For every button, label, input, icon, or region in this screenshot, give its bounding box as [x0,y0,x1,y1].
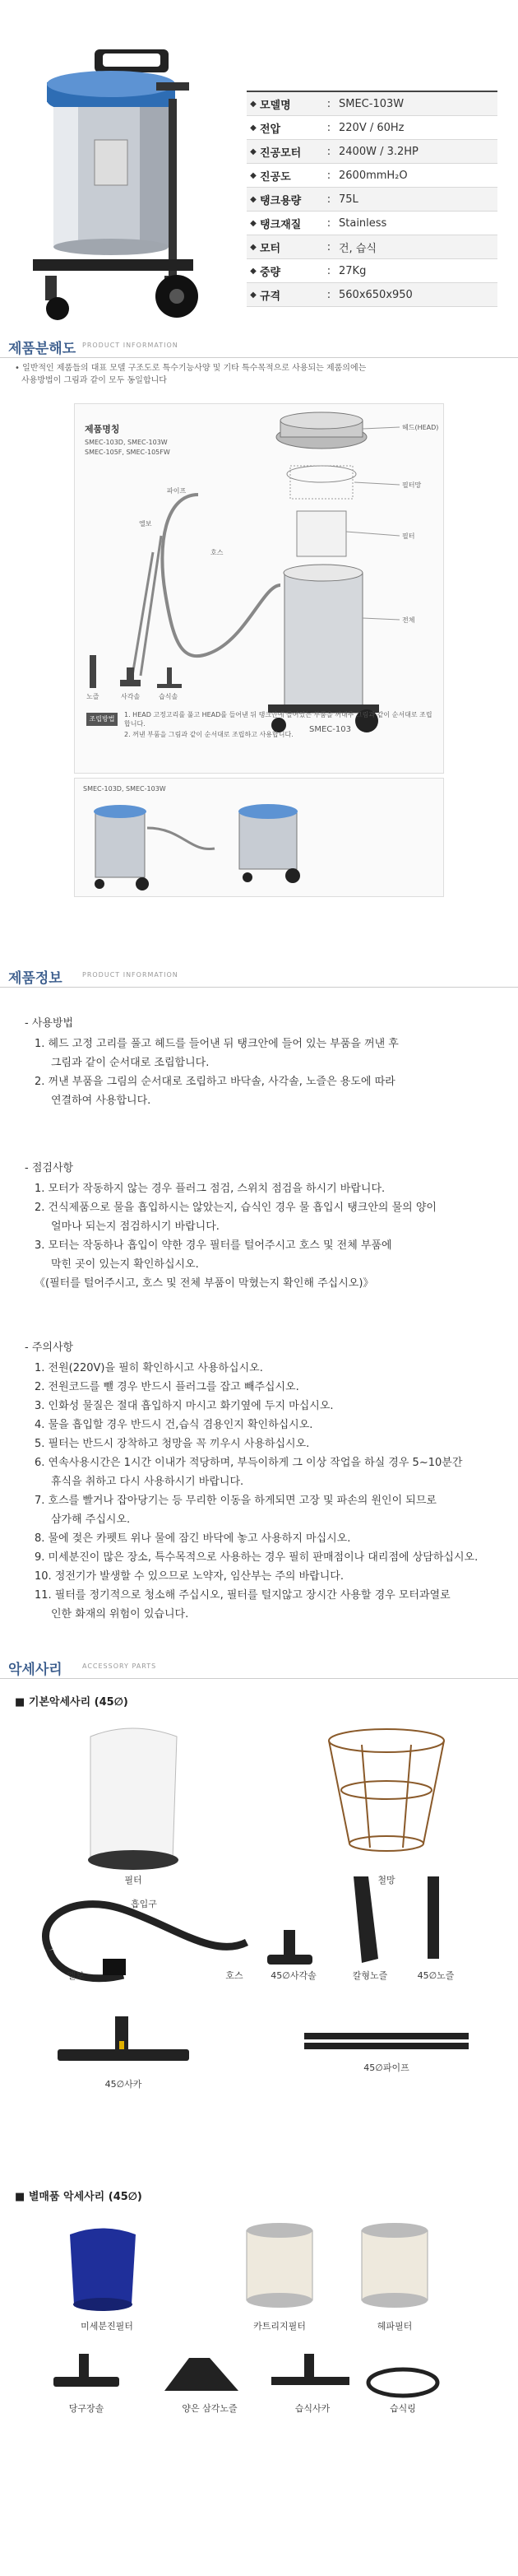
part-label: 엘보 [139,520,152,528]
basic-accessory-title: ■ 기본악세사리 (45∅) [15,1696,128,1709]
spec-row: ◆ 중량 : 27Kg [247,259,497,283]
usage-diagram [74,778,444,897]
assembly-step: 1. HEAD 고정고리를 풀고 HEAD를 들어낸 뒤 탱크안에 들어있는 부품을 꺼내주 그림과 같이 순서대로 조립합니다. [124,711,432,728]
check-line: 얼마나 되는지 점검하시기 바랍니다. [51,1221,220,1233]
assembly-label: 조립방법 [86,713,118,726]
caution-line: 인한 화재의 위험이 있습니다. [51,1608,189,1620]
accessory-label: 당구장솔 [68,2403,104,2414]
usage-drawing [75,779,445,898]
part-label: 습식솔 [159,693,178,700]
part-label: 필터 [402,532,415,540]
accessory-label: 필터 [124,1875,142,1886]
usage-line: 연결하여 사용합니다. [51,1095,151,1107]
part-label: 헤드(HEAD) [402,424,439,431]
exploded-diagram [74,403,444,774]
usage-line: 2. 꺼낸 부품을 그림의 순서대로 조립하고 바닥솔, 사각솔, 노즐은 용도에 따라 [35,1076,395,1088]
spec-row: ◆ 진공모터 : 2400W / 3.2HP [247,140,497,164]
accessory-label: 45∅파이프 [363,2062,409,2073]
caution-line: 6. 연속사용시간은 1시간 이내가 적당하며, 부득이하게 그 이상 작업을 하실 경우 5~10분간 [35,1457,463,1469]
part-label: 파이프 [167,487,187,495]
spec-row: ◆ 모터 : 건, 습식 [247,235,497,259]
check-line: 3. 모터는 작동하나 흡입이 약한 경우 필터를 털어주시고 호스 및 전체 부품에 [35,1239,392,1252]
caution-block [25,1338,478,1624]
section-title: 악세사리 [8,1662,62,1678]
caution-line: 1. 전원(220V)을 필히 확인하시고 사용하십시오. [35,1362,263,1374]
part-label: 필터망 [402,481,422,489]
exploded-section-header [0,333,518,358]
spec-row: ◆ 모델명 : SMEC-103W [247,92,497,116]
spec-row: ◆ 탱크용량 : 75L [247,188,497,212]
check-block [25,1159,437,1293]
accessory-label: 45∅노즐 [417,1970,455,1981]
section-subtitle: PRODUCT INFORMATION [82,342,178,349]
part-label: 호스 [210,549,224,556]
info-section-header [0,963,518,988]
caution-line: 삼가해 주십시오. [51,1514,131,1526]
caution-line: 4. 물을 흡입할 경우 반드시 건,습식 겸용인지 확인하십시오. [35,1419,313,1431]
product-overview [0,0,518,337]
accessory-label: 호스 [225,1970,243,1981]
spec-row: ◆ 규격 : 560x650x950 [247,283,497,307]
accessory-label: 45∅사각솔 [271,1970,317,1981]
section-subtitle: PRODUCT INFORMATION [82,971,178,979]
check-line: 《(필터를 털어주시고, 호스 및 전체 부품이 막혔는지 확인해 주십시오)》 [35,1277,374,1290]
check-title: - 점검사항 [25,1162,74,1174]
usage-block [25,1014,399,1110]
bottom-models: SMEC-103D, SMEC-103W [83,785,166,793]
usage-line: 1. 헤드 고정 고리를 풀고 헤드를 들어낸 뒤 탱크안에 들어 있는 부품을 꺼낸 후 [35,1038,399,1050]
accessory-label: 45∅사카 [104,2079,142,2090]
accessory-label: 헤파필터 [377,2321,413,2332]
caution-title: - 주의사항 [25,1341,74,1354]
check-line: 2. 건식제품으로 물을 흡입하시는 않았는지, 습식인 경우 물 흡입시 탱크안의 물의 양이 [35,1202,437,1214]
accessory-label: 칼형노즐 [352,1970,388,1981]
caution-line: 2. 전원코드를 뺄 경우 반드시 플러그를 잡고 빼주십시오. [35,1381,299,1393]
accessory-label: 엘보 [67,1970,85,1981]
accessory-label: 철망 [377,1875,395,1886]
assembly-step: 2. 꺼낸 부품을 그림과 같이 순서대로 조립하고 사용합니다. [124,731,294,738]
caution-line: 9. 미세분진이 많은 장소, 특수목적으로 사용하는 경우 필히 판매점이나 대리점에 상담하십시오. [35,1551,479,1564]
caution-line: 8. 물에 젖은 카펫트 위나 물에 잠긴 바닥에 놓고 사용하지 마십시오. [35,1532,351,1545]
exploded-note [15,362,508,387]
caution-line: 7. 호스를 빨거나 잡아당기는 등 무리한 이동을 하게되면 고장 및 파손의 원인이 되므로 [35,1495,437,1507]
section-subtitle: ACCESSORY PARTS [82,1662,157,1670]
extra-accessory-images [0,2214,518,2485]
accessory-label: 카트리지필터 [253,2321,306,2332]
extra-title-text: 별매품 악세사리 (45∅) [28,2191,142,2203]
check-line: 막힌 곳이 있는지 확인하십시오. [51,1258,199,1271]
box-title: 제품명칭 [85,424,120,435]
accessory-label: 미세분진필터 [81,2321,133,2332]
note-line: 사용방법이 그림과 같이 모두 동일합니다 [21,376,167,385]
part-label: 노즐 [86,693,99,700]
spec-row: ◆ 진공도 : 2600mmH₂O [247,164,497,188]
basic-title-text: 기본악세사리 (45∅) [28,1696,128,1709]
models-b: SMEC-105F, SMEC-105FW [85,449,170,456]
usage-line: 그림과 같이 순서대로 조립합니다. [51,1057,210,1069]
check-line: 1. 모터가 작동하지 않는 경우 플러그 점검, 스위치 점검을 하시기 바랍니다. [35,1183,386,1195]
spec-table [247,91,497,307]
usage-title: - 사용방법 [25,1017,74,1030]
caution-line: 5. 필터는 반드시 장착하고 청망을 꼭 끼우시 사용하십시오. [35,1438,310,1450]
caution-line: 휴식을 취하고 다시 사용하시기 바랍니다. [51,1476,244,1488]
basic-accessory-images [0,1712,518,2140]
accessory-label: 습식사카 [294,2403,331,2414]
caution-line: 10. 정전기가 발생할 수 있으므로 노약자, 임산부는 주의 바랍니다. [35,1570,344,1583]
part-label: 전체 [402,616,415,624]
model-tag: SMEC-103 [309,725,351,734]
accessory-label: 양은 삼각노즐 [182,2403,238,2414]
note-line: • 일반적인 제품들의 대표 모델 구조도로 특수기능사양 및 기타 특수목적으로 사용되는 제품의에는 [15,364,367,373]
extra-accessory-title: ■ 별매품 악세사리 (45∅) [15,2191,142,2203]
caution-line: 11. 필터를 정기적으로 청소해 주십시오, 필터를 털지않고 장시간 사용할 경우 모터과열로 [35,1589,451,1602]
section-title: 제품정보 [8,970,62,987]
vacuum-cleaner-image [33,49,214,329]
accessory-section-header [0,1654,518,1679]
part-label: 사각솔 [121,693,141,700]
spec-row: ◆ 탱크재질 : Stainless [247,212,497,235]
section-title: 제품분해도 [8,341,76,357]
models-a: SMEC-103D, SMEC-103W [85,439,168,446]
caution-line: 3. 인화성 물질은 절대 흡입하지 마시고 화기옆에 두지 마십시오. [35,1400,334,1412]
accessory-label: 흡입구 [131,1899,157,1909]
accessory-label: 습식링 [390,2403,416,2414]
spec-row: ◆ 전압 : 220V / 60Hz [247,116,497,140]
